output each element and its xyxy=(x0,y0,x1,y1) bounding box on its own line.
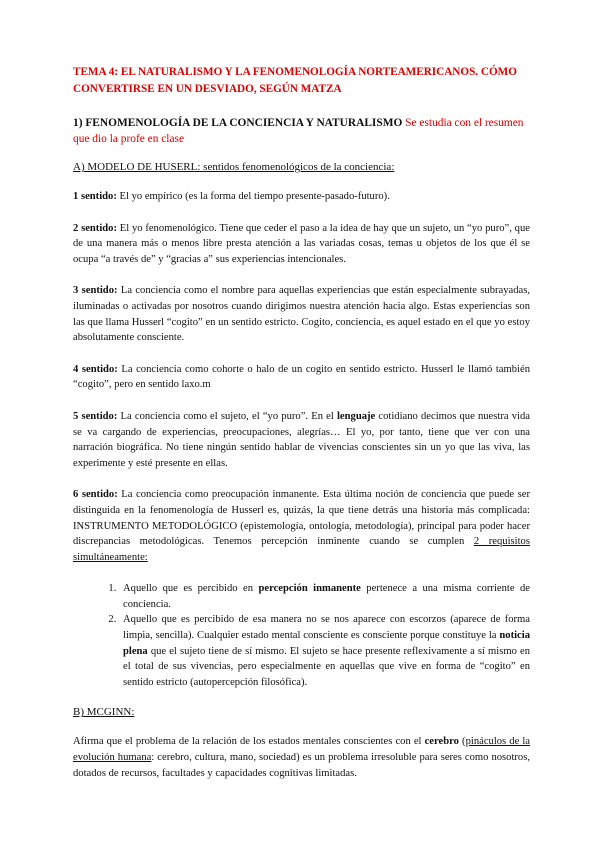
sentido-5-label: 5 sentido: xyxy=(73,410,118,422)
mcginn-paren-open: ( xyxy=(462,736,466,748)
mcginn-text-a: Afirma que el problema de la relación de los estados mentales conscientes con el xyxy=(73,736,422,748)
section-b-heading: B) MCGINN: xyxy=(73,706,135,719)
sentido-1-text: El yo empírico (es la forma del tiempo presente-pasado-futuro). xyxy=(119,191,390,202)
sentido-2-text: El yo fenomenológico. Tiene que ceder el paso a la idea de hay que un sujeto, un “yo puro”, que de una manera más o menos libre presta atención a las variadas cosas, temas u objetos de los que él se ocupa “a través de” y “gracias a” sus experiencias intencionales. xyxy=(73,222,530,265)
req-1-bold-term: percepción inmanente xyxy=(258,583,361,595)
sentido-6-paragraph xyxy=(73,487,530,565)
section-a-heading: A) MODELO DE HUSERL: sentidos fenomenológicos de la conciencia: xyxy=(73,161,395,173)
sentido-6-label: 6 sentido: xyxy=(73,489,118,501)
sentido-3-label: 3 sentido: xyxy=(73,285,118,297)
section-1-note: Se estudia con el resumen que dio la profe en clase xyxy=(73,117,524,145)
mcginn-underline: pináculos de la evolución humana xyxy=(73,736,531,764)
sentido-5-text-a: La conciencia como el sujeto, el “yo puro”. En el xyxy=(120,410,334,422)
req-1-text-a: Aquello que es percibido en xyxy=(123,583,254,595)
sentido-4-paragraph xyxy=(73,362,530,393)
req-1-text-b: pertenece a una misma corriente de conciencia. xyxy=(123,583,530,610)
req-2-bold-term: noticia plena xyxy=(123,630,530,657)
section-1-heading: 1) FENOMENOLOGÍA DE LA CONCIENCIA Y NATURALISMO xyxy=(73,117,403,129)
sentido-4-label: 4 sentido: xyxy=(73,363,118,375)
sentido-2-label: 2 sentido: xyxy=(73,222,117,234)
sentido-2-paragraph xyxy=(73,221,530,268)
sentido-5-text-b: cotidiano decimos que nuestra vida se va cargando de experiencias, preocupaciones, alegrías… El yo, por tanto, tiene que ver con una narración biográfica. No tiene ningún sentido hablar de vivencias conscientes sin un yo que las viva, las experimente y esté presente en ellas. xyxy=(73,410,530,469)
list-item xyxy=(119,612,530,690)
mcginn-text-b: : cerebro, cultura, mano, sociedad) es un problema irresoluble para seres como nosotros, dotados de recursos, facultades y capacidades cognitivas limitadas. xyxy=(73,752,530,779)
sentido-6-text: La conciencia como preocupación inmanente. Esta última noción de conciencia que puede ser distinguida en la fenomenología de Husserl es, quizás, la que tiene detrás una historia más complicada: INSTRUMENTO METODOLÓGICO (epistemología, ontología, metodología), principal para poder hacer discrepancias metodológicas. Tenemos percepción inminente cuando se cumplen xyxy=(73,489,530,548)
sentido-6-requisitos: 2 requisitos simultáneamente: xyxy=(73,536,530,563)
req-2-text-b: que el sujeto tiene de sí mismo. El sujeto se hace presente reflexivamente a sí mismo en el total de sus vivencias, pero especialmente en aquellas que vive en forma de “cogito” en sentido estricto (autopercepción filosófica). xyxy=(123,645,530,688)
document-title: TEMA 4: EL NATURALISMO Y LA FENOMENOLOGÍA NORTEAMERICANOS. CÓMO CONVERTIRSE EN UN DESVIADO, SEGÚN MATZA xyxy=(73,66,517,95)
sentido-4-text: La conciencia como cohorte o halo de un cogito en sentido estricto. Husserl le llamó también “cogito”, pero en sentido laxo.m xyxy=(73,363,530,391)
sentido-1-paragraph xyxy=(73,189,530,205)
req-2-text-a: Aquello que es percibido de esa manera no se nos aparece con escorzos (aparece de forma limpia, sencilla). Cualquier estado mental consciente es consciente porque constituye la xyxy=(123,614,530,642)
section-1-heading-line xyxy=(73,115,530,147)
sentido-3-text: La conciencia como el nombre para aquellas experiencias que están especialmente subrayadas, iluminadas o activadas por nosotros cuando dirigimos nuestra atención hacia algo. Estas experiencias son las que llama Husserl “cogito” en un sentido estricto. Cogito, conciencia, es aquel estado en el que yo estoy absolutamente consciente. xyxy=(73,285,530,344)
mcginn-paragraph xyxy=(73,734,530,781)
mcginn-bold-term: cerebro xyxy=(424,736,459,748)
list-item xyxy=(119,581,530,612)
requisitos-list xyxy=(73,581,530,690)
sentido-3-paragraph xyxy=(73,283,530,345)
sentido-1-label: 1 sentido: xyxy=(73,191,117,202)
sentido-5-bold-term: lenguaje xyxy=(336,410,376,422)
sentido-5-paragraph xyxy=(73,409,530,471)
